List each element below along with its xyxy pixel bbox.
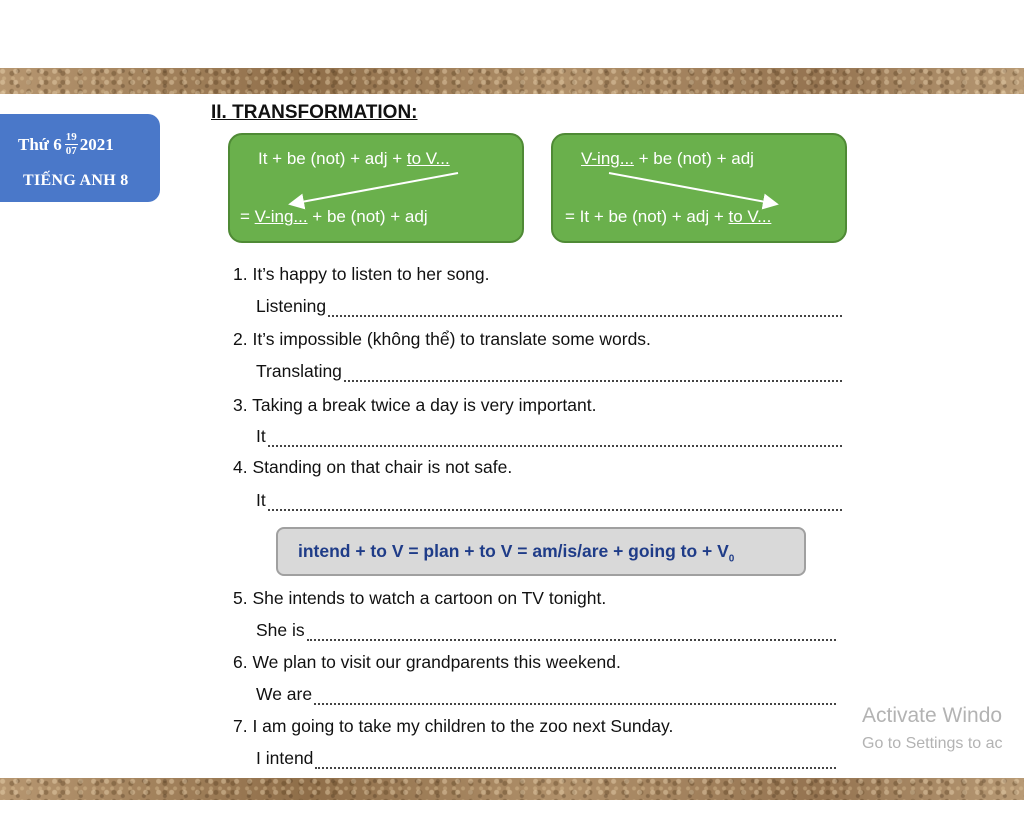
answer-prompt-1: Listening: [256, 296, 327, 316]
answer-prompt-2: Translating: [256, 361, 342, 381]
answer-blank-2[interactable]: [344, 366, 842, 382]
date-year: 2021: [79, 134, 114, 154]
formula-1-top-underlined: to V...: [406, 149, 450, 168]
date-month: 07: [65, 145, 77, 157]
answer-line-3[interactable]: [256, 426, 842, 447]
answer-line-2[interactable]: [256, 361, 842, 382]
rule-subscript: 0: [728, 553, 735, 565]
answer-line-6[interactable]: [256, 684, 836, 705]
question-6: 6. We plan to visit our grandparents this weekend.: [233, 652, 621, 672]
formula-2-bot-underlined: to V...: [728, 207, 772, 226]
cork-border-top: [0, 68, 1024, 94]
section-title: II. TRANSFORMATION:: [211, 102, 418, 123]
question-3: 3. Taking a break twice a day is very important.: [233, 395, 597, 415]
answer-line-7[interactable]: [256, 748, 836, 769]
answer-blank-5[interactable]: [307, 625, 836, 641]
formula-1-bot-underlined: V-ing...: [254, 207, 308, 226]
answer-blank-4[interactable]: [268, 495, 842, 511]
answer-prompt-6: We are: [256, 684, 313, 704]
answer-prompt-3: It: [256, 426, 266, 446]
question-1: 1. It’s happy to listen to her song.: [233, 264, 490, 284]
formula-1-bot-text: + be (not) + adj: [307, 207, 428, 226]
answer-blank-7[interactable]: [315, 753, 836, 769]
answer-prompt-7: I intend: [256, 748, 314, 768]
answer-blank-1[interactable]: [328, 301, 842, 317]
date-card: [0, 114, 160, 202]
rule-box: [276, 527, 806, 576]
activate-windows-watermark: Activate Windo: [862, 704, 1003, 727]
cork-border-bottom: [0, 778, 1024, 800]
rule-text: [298, 541, 734, 565]
weekday: Thứ 6: [18, 134, 62, 154]
formula-2-top-text: + be (not) + adj: [633, 149, 754, 168]
rule-formula: intend + to V = plan + to V = am/is/are + going to + V: [298, 541, 729, 561]
question-2: 2. It’s impossible (không thể) to translate some words.: [233, 329, 651, 349]
formula-1-bot-eq: =: [240, 207, 255, 226]
question-4: 4. Standing on that chair is not safe.: [233, 457, 513, 477]
answer-line-5[interactable]: [256, 620, 836, 641]
answer-prompt-5: She is: [256, 620, 305, 640]
answer-blank-6[interactable]: [314, 689, 836, 705]
formula-1-top-text: It + be (not) + adj +: [258, 149, 407, 168]
date-day: 19: [65, 131, 77, 143]
answer-line-4[interactable]: [256, 490, 842, 511]
formula-1-bottom: [240, 207, 428, 227]
formula-2-top-underlined: V-ing...: [581, 149, 634, 168]
question-5: 5. She intends to watch a cartoon on TV tonight.: [233, 588, 607, 608]
right-margin: [862, 94, 1024, 778]
formula-2-bot-text: = It + be (not) + adj +: [565, 207, 729, 226]
formula-2-top: [581, 149, 754, 169]
answer-prompt-4: It: [256, 490, 266, 510]
settings-watermark[interactable]: Go to Settings to ac: [862, 735, 1003, 752]
answer-blank-3[interactable]: [268, 431, 842, 447]
formula-box-1: [228, 133, 524, 243]
formula-box-2: [551, 133, 847, 243]
question-7: 7. I am going to take my children to the zoo next Sunday.: [233, 716, 674, 736]
subject-label: TIẾNG ANH 8: [23, 172, 129, 189]
answer-line-1[interactable]: [256, 296, 842, 317]
date-line: [18, 132, 114, 157]
date-fraction: [65, 132, 78, 157]
formula-1-top: [258, 149, 450, 169]
formula-2-bottom: [565, 207, 771, 227]
